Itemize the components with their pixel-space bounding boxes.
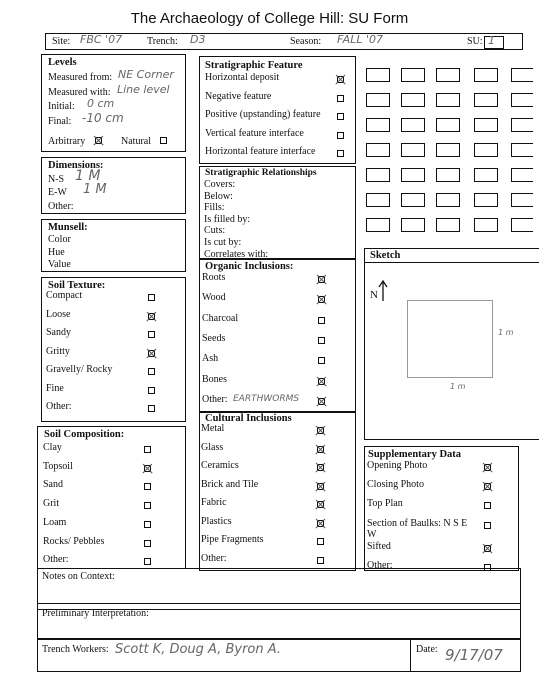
cultural-label-glass: Glass bbox=[201, 441, 224, 453]
cultural-inclusions-title: Cultural Inclusions bbox=[205, 413, 292, 424]
strat-feature-label-positive-upstanding-feature: Positive (upstanding) feature bbox=[205, 109, 321, 120]
grid-box[interactable] bbox=[401, 168, 425, 182]
cultural-checkbox-pipe-fragments[interactable] bbox=[317, 538, 324, 545]
ew-label: E-W bbox=[48, 187, 67, 198]
munsell-row-hue: Hue bbox=[48, 246, 65, 258]
trench-value[interactable]: D3 bbox=[190, 33, 206, 46]
season-value[interactable]: FALL '07 bbox=[337, 33, 383, 46]
supplementary-checkbox-top-plan[interactable] bbox=[484, 502, 491, 509]
grid-box[interactable] bbox=[366, 68, 390, 82]
organic-checkbox-bones[interactable] bbox=[318, 378, 325, 385]
grid-box[interactable] bbox=[366, 143, 390, 157]
soil-texture-label-fine: Fine bbox=[46, 382, 64, 394]
supplementary-label-top-plan: Top Plan bbox=[367, 498, 403, 510]
su-label: SU: bbox=[467, 36, 483, 47]
strat-rel-row-is-cut-by: Is cut by: bbox=[204, 237, 242, 248]
strat-rel-row-correlates-with: Correlates with: bbox=[204, 248, 269, 260]
initial-label: Initial: bbox=[48, 101, 75, 112]
grid-box[interactable] bbox=[401, 193, 425, 207]
workers-value[interactable]: Scott K, Doug A, Byron A. bbox=[115, 642, 282, 657]
munsell-row-color: Color bbox=[48, 234, 71, 245]
strat-feature-checkbox-vertical-feature-interface[interactable] bbox=[337, 132, 344, 139]
soil-composition-checkbox-other[interactable] bbox=[144, 558, 151, 565]
grid-box[interactable] bbox=[436, 218, 460, 232]
strat-feature-checkbox-negative-feature[interactable] bbox=[337, 95, 344, 102]
trench-label: Trench: bbox=[147, 36, 178, 47]
cultural-checkbox-fabric[interactable] bbox=[317, 501, 324, 508]
soil-composition-checkbox-grit[interactable] bbox=[144, 502, 151, 509]
soil-composition-title: Soil Composition: bbox=[44, 429, 125, 440]
soil-texture-checkbox-loose[interactable] bbox=[148, 313, 155, 320]
organic-label-charcoal: Charcoal bbox=[202, 312, 239, 324]
soil-composition-checkbox-clay[interactable] bbox=[144, 446, 151, 453]
levels-title: Levels bbox=[48, 57, 77, 68]
sketch-north-label: N bbox=[370, 289, 378, 301]
supplementary-checkbox-section-of-baulks-n-s-e-w[interactable] bbox=[484, 522, 491, 529]
cultural-label-ceramics: Ceramics bbox=[201, 460, 239, 471]
strat-rel-row-cuts: Cuts: bbox=[204, 225, 226, 237]
ns-value[interactable]: 1 M bbox=[75, 168, 101, 184]
supplementary-label-sifted: Sifted bbox=[367, 540, 391, 552]
soil-texture-checkbox-sandy[interactable] bbox=[148, 331, 155, 338]
grid-box[interactable] bbox=[474, 143, 498, 157]
organic-checkbox-roots[interactable] bbox=[318, 276, 325, 283]
grid-box[interactable] bbox=[436, 143, 460, 157]
cultural-checkbox-brick-and-tile[interactable] bbox=[317, 483, 324, 490]
grid-box[interactable] bbox=[474, 218, 498, 232]
soil-composition-label-sand: Sand bbox=[43, 479, 63, 491]
supplementary-checkbox-sifted[interactable] bbox=[484, 545, 491, 552]
munsell-row-value: Value bbox=[48, 259, 71, 270]
strat-feature-label-negative-feature: Negative feature bbox=[205, 90, 272, 102]
sketch-bottom-label: 1 m bbox=[450, 382, 466, 391]
grid-box[interactable] bbox=[511, 193, 533, 207]
grid-box[interactable] bbox=[401, 68, 425, 82]
munsell-title: Munsell: bbox=[48, 222, 88, 233]
strat-feature-label-horizontal-deposit: Horizontal deposit bbox=[205, 72, 280, 83]
strat-feature-label-vertical-feature-interface: Vertical feature interface bbox=[205, 127, 304, 139]
soil-texture-checkbox-fine[interactable] bbox=[148, 387, 155, 394]
organic-label-seeds: Seeds bbox=[202, 332, 226, 344]
soil-texture-label-loose: Loose bbox=[46, 308, 71, 320]
soil-composition-label-grit: Grit bbox=[43, 498, 60, 510]
grid-box[interactable] bbox=[474, 93, 498, 107]
grid-box[interactable] bbox=[511, 68, 533, 82]
soil-texture-label-sandy: Sandy bbox=[46, 327, 71, 338]
grid-box[interactable] bbox=[474, 68, 498, 82]
strat-rel-row-covers: Covers: bbox=[204, 179, 236, 190]
arbitrary-label: Arbitrary bbox=[48, 136, 86, 147]
soil-texture-label-gravelly-rocky: Gravelly/ Rocky bbox=[46, 364, 113, 375]
soil-composition-checkbox-topsoil[interactable] bbox=[144, 465, 151, 472]
grid-box[interactable] bbox=[474, 118, 498, 132]
soil-composition-label-clay: Clay bbox=[43, 442, 62, 453]
organic-label-other: Other: bbox=[202, 393, 228, 405]
grid-box[interactable] bbox=[511, 118, 533, 132]
supplementary-label-section-of-baulks-n-s-e-w: Section of Baulks: N S E W bbox=[367, 517, 468, 540]
final-label: Final: bbox=[48, 116, 72, 127]
cultural-label-plastics: Plastics bbox=[201, 515, 232, 527]
soil-composition-label-rocks-pebbles: Rocks/ Pebbles bbox=[43, 535, 105, 547]
cultural-checkbox-metal[interactable] bbox=[317, 427, 324, 434]
organic-checkbox-ash[interactable] bbox=[318, 357, 325, 364]
grid-box[interactable] bbox=[436, 168, 460, 182]
cultural-checkbox-ceramics[interactable] bbox=[317, 464, 324, 471]
measured-from-label: Measured from: bbox=[48, 72, 113, 83]
soil-texture-label-gritty: Gritty bbox=[46, 345, 70, 357]
dimensions-title: Dimensions: bbox=[48, 160, 104, 171]
strat-feature-checkbox-horizontal-feature-interface[interactable] bbox=[337, 150, 344, 157]
workers-label: Trench Workers: bbox=[42, 644, 109, 655]
soil-texture-checkbox-compact[interactable] bbox=[148, 294, 155, 301]
organic-inclusions-title: Organic Inclusions: bbox=[205, 261, 294, 272]
cultural-checkbox-plastics[interactable] bbox=[317, 520, 324, 527]
soil-texture-label-other: Other: bbox=[46, 401, 72, 412]
initial-value[interactable]: 0 cm bbox=[87, 97, 115, 110]
soil-texture-checkbox-gravelly-rocky[interactable] bbox=[148, 368, 155, 375]
grid-box[interactable] bbox=[511, 218, 533, 232]
organic-checkbox-other[interactable] bbox=[318, 398, 325, 405]
strat-feature-checkbox-positive-upstanding-feature[interactable] bbox=[337, 113, 344, 120]
grid-box[interactable] bbox=[474, 168, 498, 182]
interpretation-label: Preliminary Interpretation: bbox=[42, 608, 149, 619]
organic-checkbox-seeds[interactable] bbox=[318, 337, 325, 344]
grid-box[interactable] bbox=[366, 218, 390, 232]
strat-rel-row-is-filled-by: Is filled by: bbox=[204, 213, 251, 225]
soil-composition-label-other: Other: bbox=[43, 554, 69, 566]
cultural-label-fabric: Fabric bbox=[201, 497, 227, 508]
grid-box[interactable] bbox=[401, 143, 425, 157]
grid-box[interactable] bbox=[474, 193, 498, 207]
cultural-label-metal: Metal bbox=[201, 423, 225, 434]
supplementary-label-closing-photo: Closing Photo bbox=[367, 479, 424, 491]
notes-label: Notes on Context: bbox=[42, 571, 115, 582]
arbitrary-checkbox[interactable] bbox=[95, 137, 102, 144]
grid-box[interactable] bbox=[436, 68, 460, 82]
site-label: Site: bbox=[52, 36, 71, 47]
ns-label: N-S bbox=[48, 174, 65, 185]
cultural-label-pipe-fragments: Pipe Fragments bbox=[201, 534, 264, 545]
natural-checkbox[interactable] bbox=[160, 137, 167, 144]
grid-box[interactable] bbox=[366, 93, 390, 107]
organic-other-value[interactable]: EARTHWORMS bbox=[233, 394, 300, 404]
supplementary-label-opening-photo: Opening Photo bbox=[367, 460, 428, 471]
measured-with-value[interactable]: Line level bbox=[117, 83, 170, 96]
cultural-label-brick-and-tile: Brick and Tile bbox=[201, 478, 259, 490]
strat-rel-row-below: Below: bbox=[204, 190, 233, 202]
grid-box[interactable] bbox=[366, 168, 390, 182]
soil-composition-checkbox-sand[interactable] bbox=[144, 483, 151, 490]
grid-box[interactable] bbox=[436, 193, 460, 207]
soil-texture-title: Soil Texture: bbox=[48, 280, 106, 291]
organic-label-ash: Ash bbox=[202, 353, 219, 365]
natural-label: Natural bbox=[121, 136, 151, 147]
north-arrow-icon bbox=[378, 280, 388, 307]
soil-composition-label-loam: Loam bbox=[43, 516, 67, 528]
organic-checkbox-wood[interactable] bbox=[318, 296, 325, 303]
cultural-checkbox-glass[interactable] bbox=[317, 446, 324, 453]
grid-box[interactable] bbox=[366, 118, 390, 132]
sketch-square bbox=[407, 300, 493, 378]
date-value[interactable]: 9/17/07 bbox=[445, 646, 503, 664]
sketch-side-label: 1 m bbox=[498, 328, 514, 337]
organic-label-bones: Bones bbox=[202, 373, 227, 385]
organic-checkbox-charcoal[interactable] bbox=[318, 317, 325, 324]
soil-composition-checkbox-rocks-pebbles[interactable] bbox=[144, 540, 151, 547]
grid-box[interactable] bbox=[511, 93, 533, 107]
grid-box[interactable] bbox=[511, 168, 533, 182]
soil-texture-checkbox-other[interactable] bbox=[148, 405, 155, 412]
grid-box[interactable] bbox=[401, 218, 425, 232]
supplementary-title: Supplementary Data bbox=[368, 449, 462, 460]
supplementary-checkbox-closing-photo[interactable] bbox=[484, 483, 491, 490]
soil-texture-checkbox-gritty[interactable] bbox=[148, 350, 155, 357]
ew-value[interactable]: 1 M bbox=[83, 182, 107, 197]
strat-rel-row-fills: Fills: bbox=[204, 202, 225, 214]
grid-box[interactable] bbox=[436, 118, 460, 132]
measured-from-value[interactable]: NE Corner bbox=[118, 68, 174, 81]
supplementary-checkbox-opening-photo[interactable] bbox=[484, 464, 491, 471]
cultural-checkbox-other[interactable] bbox=[317, 557, 324, 564]
supplementary-label-other: Other: bbox=[367, 560, 393, 571]
season-label: Season: bbox=[290, 36, 322, 47]
sketch-title: Sketch bbox=[370, 250, 401, 261]
final-value[interactable]: -10 cm bbox=[82, 111, 124, 125]
organic-label-roots: Roots bbox=[202, 272, 226, 283]
grid-box[interactable] bbox=[401, 118, 425, 132]
date-label: Date: bbox=[416, 644, 438, 655]
grid-box[interactable] bbox=[436, 93, 460, 107]
grid-box[interactable] bbox=[511, 143, 533, 157]
measured-with-label: Measured with: bbox=[48, 87, 111, 98]
site-value[interactable]: FBC '07 bbox=[80, 33, 123, 46]
stratigraphic-relationships-title: Stratigraphic Relationships bbox=[205, 168, 317, 178]
dimensions-other-label: Other: bbox=[48, 201, 74, 212]
stratigraphic-feature-title: Stratigraphic Feature bbox=[205, 60, 303, 71]
strat-feature-label-horizontal-feature-interface: Horizontal feature interface bbox=[205, 146, 316, 157]
grid-box[interactable] bbox=[401, 93, 425, 107]
cultural-inclusions-section bbox=[199, 412, 356, 571]
strat-feature-checkbox-horizontal-deposit[interactable] bbox=[337, 76, 344, 83]
organic-label-wood: Wood bbox=[202, 292, 226, 304]
soil-texture-label-compact: Compact bbox=[46, 290, 83, 301]
sketch-title-divider bbox=[364, 262, 539, 263]
su-value: 1 bbox=[488, 34, 495, 47]
cultural-label-other: Other: bbox=[201, 552, 227, 564]
soil-composition-checkbox-loam[interactable] bbox=[144, 521, 151, 528]
soil-composition-label-topsoil: Topsoil bbox=[43, 460, 73, 472]
form-title: The Archaeology of College Hill: SU Form bbox=[130, 10, 409, 27]
grid-box[interactable] bbox=[366, 193, 390, 207]
